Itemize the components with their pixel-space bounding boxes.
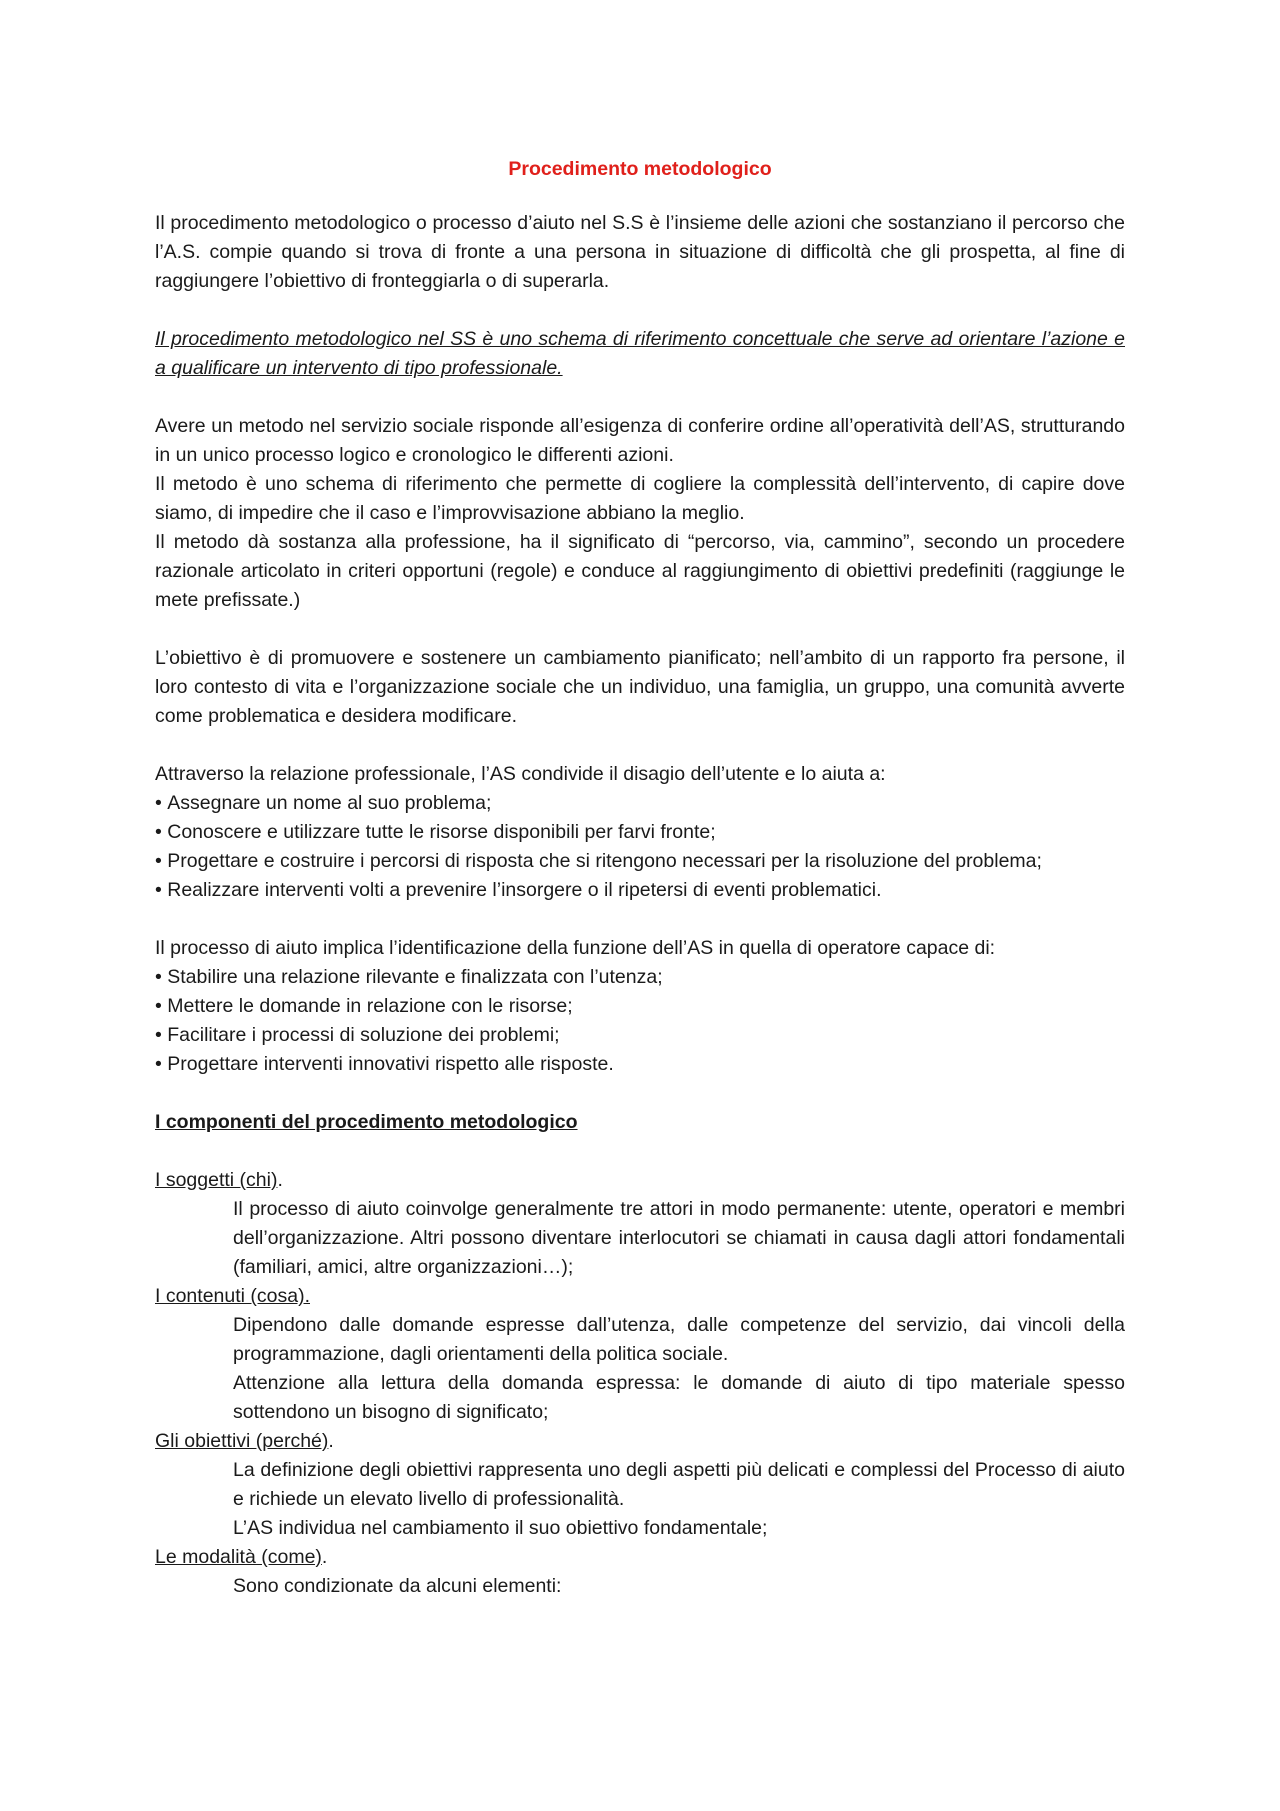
- method-paragraph-1: Avere un metodo nel servizio sociale risponde all’esigenza di conferire ordine all’operatività dell’AS, strutturando in un unico processo logico e cronologico le differenti azioni.: [155, 415, 1125, 466]
- document-title: Procedimento metodologico: [508, 158, 772, 180]
- relation-intro: Attraverso la relazione professionale, l’AS condivide il disagio dell’utente e lo aiuta a:: [155, 763, 886, 785]
- list-item: • Progettare interventi innovativi rispetto alle risposte.: [155, 1050, 1125, 1079]
- component-heading-modalita: [155, 1543, 1125, 1572]
- heading-suffix: .: [328, 1430, 334, 1452]
- objective-paragraph: L’obiettivo è di promuovere e sostenere un cambiamento pianificato; nell’ambito di un rapporto fra persone, il loro contesto di vita e l’organizzazione sociale che un individuo, una famiglia, un gruppo, una comunità avverte come problematica e desidera modificare.: [155, 647, 1125, 727]
- component-paragraph: Dipendono dalle domande espresse dall’utenza, dalle competenze del servizio, dai vincoli della programmazione, dagli orientamenti della politica sociale.: [233, 1314, 1125, 1365]
- spacer: [155, 905, 1125, 934]
- intro-paragraph: Il procedimento metodologico o processo d’aiuto nel S.S è l’insieme delle azioni che sostanziano il percorso che l’A.S. compie quando si trova di fronte a una persona in situazione di difficoltà che gli prospetta, al fine di raggiungere l’obiettivo di fronteggiarla o di superarla.: [155, 212, 1125, 292]
- components-section-title: I componenti del procedimento metodologico: [155, 1111, 578, 1133]
- list-item: • Conoscere e utilizzare tutte le risorse disponibili per farvi fronte;: [155, 818, 1125, 847]
- definition-paragraph: Il procedimento metodologico nel SS è uno schema di riferimento concettuale che serve ad orientare l’azione e a qualificare un intervento di tipo professionale.: [155, 328, 1125, 379]
- list-item: • Realizzare interventi volti a prevenire l’insorgere o il ripetersi di eventi problematici.: [155, 876, 1125, 905]
- component-heading-text: Le modalità (come): [155, 1546, 322, 1568]
- component-heading-obiettivi: [155, 1427, 1125, 1456]
- component-heading-text: I soggetti (chi): [155, 1169, 278, 1191]
- process-intro: Il processo di aiuto implica l’identificazione della funzione dell’AS in quella di operatore capace di:: [155, 937, 996, 959]
- spacer: [155, 615, 1125, 644]
- spacer: [155, 383, 1125, 412]
- relation-bullet-list: [155, 789, 1125, 905]
- spacer: [155, 1079, 1125, 1108]
- list-item: • Mettere le domande in relazione con le risorse;: [155, 992, 1125, 1021]
- component-heading-contenuti: [155, 1282, 1125, 1311]
- heading-suffix: .: [277, 1169, 283, 1191]
- list-item: • Stabilire una relazione rilevante e finalizzata con l’utenza;: [155, 963, 1125, 992]
- spacer: [155, 1137, 1125, 1166]
- document-page: [155, 155, 1125, 1601]
- component-paragraph: Attenzione alla lettura della domanda espressa: le domande di aiuto di tipo materiale spesso sottendono un bisogno di significato;: [233, 1372, 1125, 1423]
- component-heading-soggetti: [155, 1166, 1125, 1195]
- component-heading-text: Gli obiettivi (perché): [155, 1430, 329, 1452]
- method-paragraph-3: Il metodo dà sostanza alla professione, ha il significato di “percorso, via, cammino”, secondo un procedere razionale articolato in criteri opportuni (regole) e conduce al raggiungimento di obiettivi predefiniti (raggiunge le mete prefissate.): [155, 531, 1125, 611]
- list-item: • Assegnare un nome al suo problema;: [155, 789, 1125, 818]
- spacer: [155, 296, 1125, 325]
- spacer: [155, 731, 1125, 760]
- list-item: • Progettare e costruire i percorsi di risposta che si ritengono necessari per la risoluzione del problema;: [155, 847, 1125, 876]
- heading-suffix: .: [321, 1546, 328, 1568]
- component-paragraph: La definizione degli obiettivi rappresenta uno degli aspetti più delicati e complessi del Processo di aiuto e richiede un elevato livello di professionalità.: [233, 1459, 1125, 1510]
- component-heading-text: I contenuti (cosa).: [155, 1285, 310, 1307]
- list-item: • Facilitare i processi di soluzione dei problemi;: [155, 1021, 1125, 1050]
- method-paragraph-2: Il metodo è uno schema di riferimento che permette di cogliere la complessità dell’intervento, di capire dove siamo, di impedire che il caso e l’improvvisazione abbiano la meglio.: [155, 473, 1125, 524]
- process-bullet-list: [155, 963, 1125, 1079]
- component-paragraph: L’AS individua nel cambiamento il suo obiettivo fondamentale;: [233, 1517, 768, 1539]
- component-paragraph: Sono condizionate da alcuni elementi:: [233, 1575, 562, 1597]
- component-paragraph: Il processo di aiuto coinvolge generalmente tre attori in modo permanente: utente, operatori e membri dell’organizzazione. Altri possono diventare interlocutori se chiamati in causa dagli attori fondamentali (familiari, amici, altre organizzazioni…);: [233, 1198, 1125, 1278]
